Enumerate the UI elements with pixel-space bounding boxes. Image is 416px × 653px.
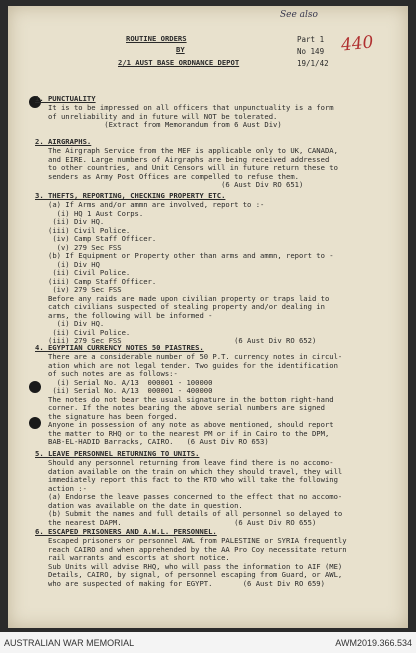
section-line: Details, CAIRO, by signal, of personnel escaping from Guard, or AWL, <box>48 570 343 580</box>
section-line: the nearest DAPM. (6 Aust Div RO 655) <box>48 517 317 527</box>
order-title-line: BY <box>176 45 185 54</box>
section-line: dation was available on the date in question. <box>48 500 243 510</box>
section-line: to other countries, and Unit Censors will in future return these to <box>48 163 338 173</box>
section-line: Escaped prisoners or personnel AWL from PALESTINE or SYRIA frequently <box>48 536 347 546</box>
archive-footer <box>0 632 416 653</box>
section-line: (iv) Camp Staff Officer. <box>48 234 157 244</box>
section-line: (iv) 279 Sec FSS <box>48 285 122 295</box>
section-line: (iii) 279 Sec FSS (6 Aust Div RO 652) <box>48 336 317 346</box>
punch-hole <box>29 381 41 393</box>
section-line: The notes do not bear the usual signature in the bottom right-hand <box>48 394 334 404</box>
section-line: rail warrants and escorts at short notice. <box>48 553 230 563</box>
section-line: (ii) Civil Police. <box>48 268 131 278</box>
section-line: catch civilians suspected of stealing property and/or dealing in <box>48 302 325 312</box>
section-line: (b) Submit the names and full details of all personnel so delayed to <box>48 509 343 519</box>
section-line: (Extract from Memorandum from 6 Aust Div) <box>48 120 282 130</box>
part-number <box>297 34 329 70</box>
section-heading: 2. AIRGRAPHS. <box>35 137 92 146</box>
section-line: senders as Army Post Offices are compelled to refuse them. <box>48 171 299 181</box>
section-line: It is to be impressed on all officers that unpunctuality is a form <box>48 103 334 113</box>
handwritten-note: See also <box>280 10 318 20</box>
section-line: corner. If the notes bearing the above serial numbers are signed <box>48 403 325 413</box>
order-number: No 149 <box>297 47 325 56</box>
section-line: action :- <box>48 483 87 493</box>
punch-hole <box>29 417 41 429</box>
section-line: arms, the following will be informed - <box>48 310 213 320</box>
part-label: Part 1 <box>297 35 325 44</box>
section-line: (iii) Civil Police. <box>48 225 131 235</box>
section-line: Anyone in possession of any note as above mentioned, should report <box>48 420 334 430</box>
archive-reference: AWM2019.366.534 <box>335 638 412 648</box>
section-line: the matter to RHQ or to the nearest PM or if in Cairo to the DPM, <box>48 428 330 438</box>
handwritten-red-number: 440 <box>340 32 375 56</box>
section-heading: 6. ESCAPED PRISONERS AND A.W.L. PERSONNEL. <box>35 527 217 536</box>
section-line: (i) Serial No. A/13 000001 - 100000 <box>48 377 213 387</box>
order-title-line: 2/1 AUST BASE ORDNANCE DEPOT <box>118 58 240 67</box>
section-heading: 1. PUNCTUALITY <box>35 94 96 103</box>
section-line: of unreliability and in future will NOT be tolerated. <box>48 111 278 121</box>
section-line: (ii) Serial No. A/13 000001 - 400000 <box>48 386 213 396</box>
section-line: (a) If Arms and/or ammn are involved, report to :- <box>48 200 265 210</box>
section-heading: 3. THEFTS, REPORTING, CHECKING PROPERTY ETC. <box>35 191 226 200</box>
section-line: and EIRE. Large numbers of Airgraphs are being received addressed <box>48 154 330 164</box>
section-line: (i) Div HQ <box>48 259 100 269</box>
section-line: the signature has been forged. <box>48 411 178 421</box>
section-line: dation available on the train on which they should travel, they will <box>48 466 343 476</box>
section-line: (i) HQ 1 Aust Corps. <box>48 208 144 218</box>
order-title-line: ROUTINE ORDERS <box>126 34 187 43</box>
section-line: who are suspected of making for EGYPT. (6 Aust Div RO 659) <box>48 578 325 588</box>
section-line: Before any raids are made upon civilian property or traps laid to <box>48 293 330 303</box>
section-heading: 5. LEAVE PERSONNEL RETURNING TO UNITS. <box>35 449 200 458</box>
section-heading: 4. EGYPTIAN CURRENCY NOTES 50 PIASTRES. <box>35 343 204 352</box>
section-line: (iii) Camp Staff Officer. <box>48 276 157 286</box>
section-line: (v) 279 Sec FSS <box>48 242 122 252</box>
section-line: The Airgraph Service from the MEF is applicable only to UK, CANADA, <box>48 146 338 156</box>
section-line: immediately report this fact to the RTO who will take the following <box>48 475 338 485</box>
section-line: BAB-EL-HADID Barracks, CAIRO. (6 Aust Div RO 653) <box>48 437 269 447</box>
section-line: (i) Div HQ. <box>48 319 105 329</box>
section-line: reach CAIRO and when apprehended by the AA Pro Coy necessitate return <box>48 544 347 554</box>
section-line: There are a considerable number of 50 P.T. currency notes in circul- <box>48 352 343 362</box>
section-line: (ii) Div HQ. <box>48 217 105 227</box>
section-line: Should any personnel returning from leave find there is no accomo- <box>48 458 334 468</box>
section-line: (a) Endorse the leave passes concerned to the effect that no accomo- <box>48 492 343 502</box>
section-line: (ii) Civil Police. <box>48 327 131 337</box>
section-line: (6 Aust Div RO 651) <box>48 180 304 190</box>
archive-name: AUSTRALIAN WAR MEMORIAL <box>4 638 135 648</box>
section-line: (b) If Equipment or Property other than arms and ammn, report to - <box>48 251 334 261</box>
section-line: of such notes are as follows:- <box>48 369 178 379</box>
section-line: ation which are not legal tender. Two guides for the identification <box>48 360 338 370</box>
order-date: 19/1/42 <box>297 59 329 68</box>
section-line: Sub Units will advise RHQ, who will pass the information to AIF (ME) <box>48 561 343 571</box>
